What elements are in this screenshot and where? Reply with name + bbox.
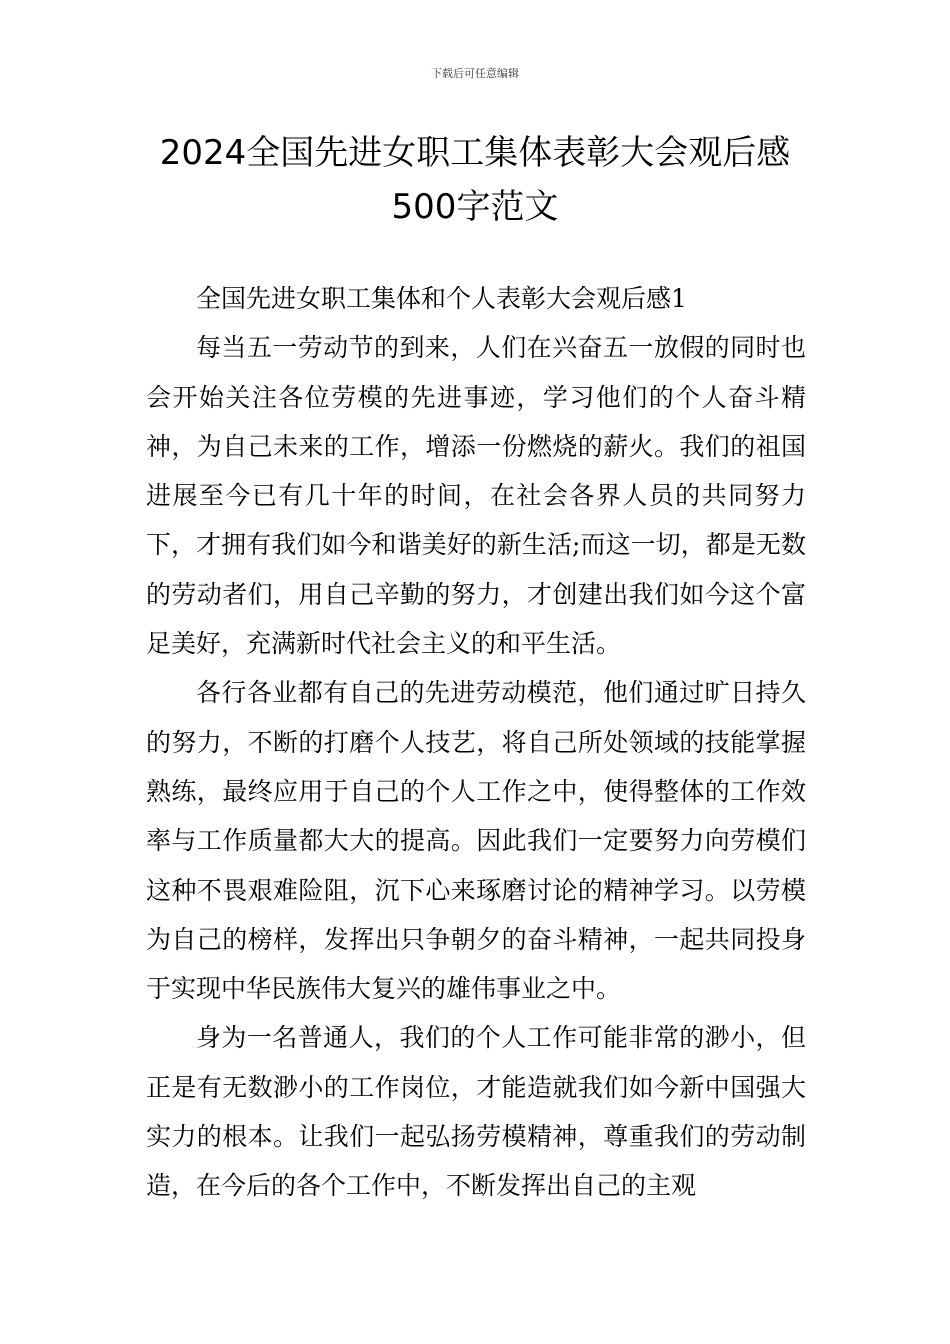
document-title — [100, 126, 850, 234]
paragraph-2: 各行各业都有自己的先进劳动模范，他们通过旷日持久的努力，不断的打磨个人技艺，将自己所处领域的技能掌握熟练，最终应用于自己的个人工作之中，使得整体的工作效率与工作质量都大大的提高。因此我们一定要努力向劳模们这种不畏艰难险阻，沉下心来琢磨讨论的精神学习。以劳模为自己的榜样，发挥出只争朝夕的奋斗精神，一起共同投身于实现中华民族伟大复兴的雄伟事业之中。 — [146, 678, 806, 1004]
header-note: 下载后可任意编辑 — [431, 67, 519, 80]
paragraph-1: 每当五一劳动节的到来，人们在兴奋五一放假的同时也会开始关注各位劳模的先进事迹，学习他们的个人奋斗精神，为自己未来的工作，增添一份燃烧的薪火。我们的祖国进展至今已有几十年的时间，在社会各界人员的共同努力下，才拥有我们如今和谐美好的新生活;而这一切，都是无数的劳动者们，用自己辛勤的努力，才创建出我们如今这个富足美好，充满新时代社会主义的和平生活。 — [146, 333, 806, 659]
title-line-1: 2024全国先进女职工集体表彰大会观后感 — [159, 133, 791, 173]
section-subtitle: 全国先进女职工集体和个人表彰大会观后感1 — [196, 284, 687, 313]
title-line-2: 500字范文 — [391, 187, 559, 227]
document-body — [146, 274, 806, 1211]
paragraph-3: 身为一名普通人，我们的个人工作可能非常的渺小，但正是有无数渺小的工作岗位，才能造就我们如今新中国强大实力的根本。让我们一起弘扬劳模精神，尊重我们的劳动制造，在今后的各个工作中，不断发挥出自己的主观 — [146, 1023, 806, 1201]
